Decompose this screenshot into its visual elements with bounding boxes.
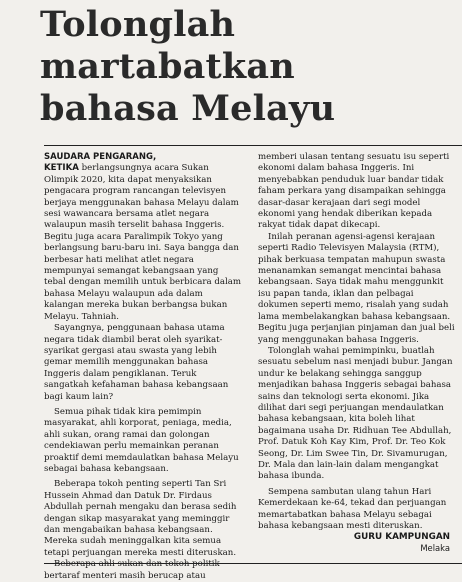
signature-name: GURU KAMPUNGAN [353,532,450,542]
bottom-divider [44,563,462,564]
paragraph-1-text: berlangsungnya acara Sukan Olimpik 2020, kita dapat menyaksikan pengacara program rancangan televisyen berjaya menggunakan bahasa Melayu dalam sesi wawancara bersama atlet negara walaupun masih terselit bahasa Inggeris. Begitu juga acara Paralimpik Tokyo yang berlangsung baru-baru ini. Saya bangga dan berbesar hati melihat atlet negara mempunyai semangat kebangsaan yang tebal dengan memilih untuk berbicara dalam bahasa Melayu walaupun ada dalam kalangan mereka bukan berbangsa bukan Melayu. Tahniah. [44,163,242,322]
signature [354,532,450,554]
lead-word: KETIKA [44,163,79,174]
paragraph-1 [44,163,242,323]
paragraph-5: Beberapa ahli sukan dan tokoh politik bertaraf menteri masih berucap atau [44,559,220,581]
paragraph-9: Sempena sambutan ulang tahun Hari Kemerdekaan ke-64, tekad dan perjuangan memartabatkan bahasa Melayu sebagai bahasa kebangsaan mesti diteruskan. [258,486,447,531]
right-column [258,152,456,532]
headline-line-1: Tolonglah [40,4,236,45]
paragraph-8: Tolonglah wahai pemimpinku, buatlah sesuatu sebelum nasi menjadi bubur. Jangan undur ke belakang sehingga sanggup menjadikan bahasa Inggeris sebagai bahasa sains dan teknologi serta ekonomi. Jika dilihat dari segi perjuangan mendaulatkan bahasa kebangsaan, kita boleh lihat bagaimana usaha Dr. Ridhuan Tee Abdullah, Prof. Datuk Koh Kay Kim, Prof. Dr. Teo Kok Seong, Dr. Lim Swee Tin, Dr. Sivamurugan, Dr. Mala dan lain-lain dalam mengangkat bahasa ibunda. [258,345,453,482]
headline-line-3: bahasa Melayu [40,88,336,129]
paragraph-4: Beberapa tokoh penting seperti Tan Sri Hussein Ahmad dan Datuk Dr. Firdaus Abdullah pernah mengaku dan berasa sedih dengan sikap masyarakat yang meminggir dan mengabaikan bahasa kebangsaan. Mereka sudah meninggalkan kita semua tetapi perjuangan mereka mesti diteruskan. [44,479,237,558]
paragraph-6: memberi ulasan tentang sesuatu isu seperti ekonomi dalam bahasa Inggeris. Ini menyebabkan penduduk luar bandar tidak faham perkara yang disampaikan sehingga dasar-dasar kerajaan dari segi model ekonomi yang hendak diberikan kepada rakyat tidak dapat dikecapi. [258,152,450,231]
left-column [44,152,242,582]
signature-place: Melaka [420,543,450,553]
top-divider [44,145,462,146]
paragraph-3: Semua pihak tidak kira pemimpin masyarakat, ahli korporat, peniaga, media, ahli sukan, orang ramai dan golongan cendekiawan perlu memainkan peranan proaktif demi memdaulatkan bahasa Melayu sebagai bahasa kebangsaan. [44,406,239,474]
headline [40,4,440,130]
paragraph-7: Inilah peranan agensi-agensi kerajaan seperti Radio Televisyen Malaysia (RTM), pihak berkuasa tempatan mahupun swasta menanamkan semangat mencintai bahasa kebangsaan. Saya tidak mahu menggunkit isu papan tanda, iklan dan pelbagai dokumen seperti memo, risalah yang sudah lama membelakangkan bahasa kebangsaan. Begitu juga perjanjian pinjaman dan jual beli yang menggunakan bahasa Inggeris. [258,231,455,345]
byline: SAUDARA PENGARANG, [44,152,157,162]
paragraph-2: Sayangnya, penggunaan bahasa utama negara tidak diambil berat oleh syarikat-syarikat gergasi atau swasta yang lebih gemar memilih menggunakan bahasa Inggeris dalam pengiklanan. Teruk sangatkah kefahaman bahasa kebangsaan bagi kaum lain? [44,323,229,402]
headline-line-2: martabatkan [40,46,295,87]
